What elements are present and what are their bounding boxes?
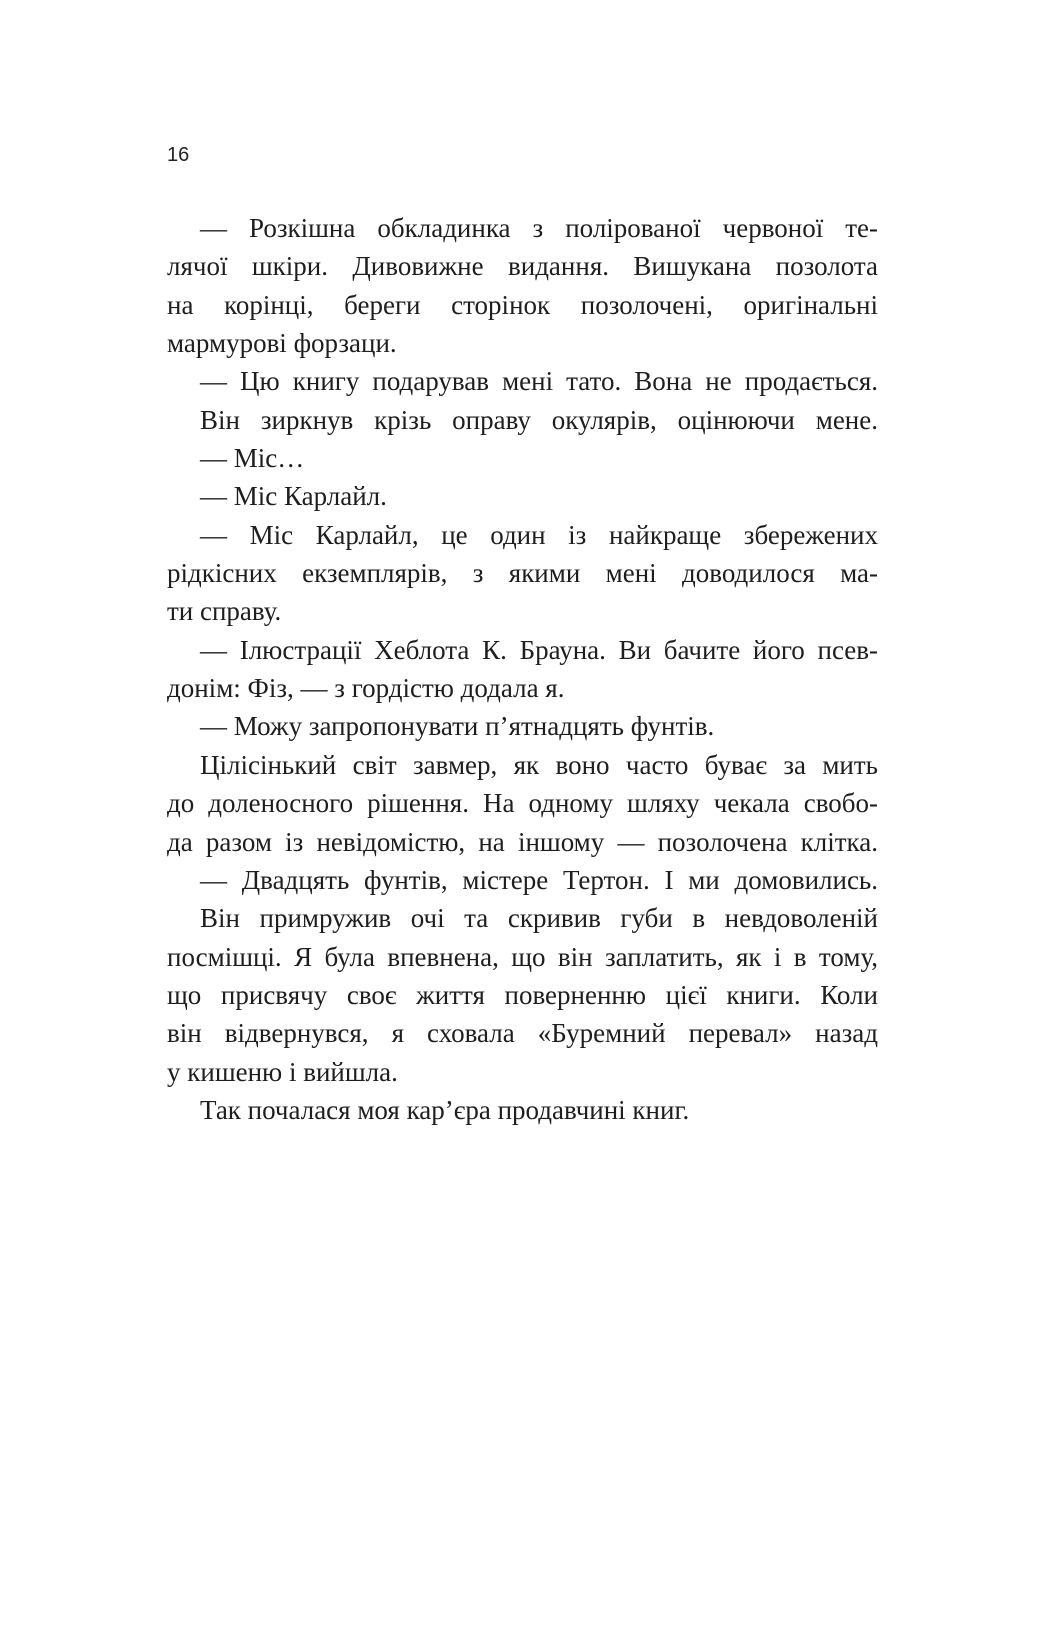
- text-line: — Міс…: [200, 443, 305, 474]
- text-line: Він зиркнув крізь оправу окулярів, оцінюючи мене.: [200, 404, 878, 435]
- text-line: на корінці, береги сторінок позолочені, оригінальні: [167, 289, 878, 320]
- text-line: посмішці. Я була впевнена, що він заплатить, як і в тому,: [167, 941, 878, 972]
- page-number: 16: [167, 144, 190, 166]
- text-line: — Ілюстрації Хеблота К. Брауна. Ви бачите його псев-: [200, 634, 878, 665]
- text-line: Так почалася моя кар’єра продавчині книг.: [200, 1094, 690, 1125]
- text-line: — Цю книгу подарував мені тато. Вона не продається.: [200, 366, 878, 397]
- text-line: — Міс Карлайл.: [200, 481, 387, 512]
- body-text: [167, 209, 878, 1129]
- text-line: лячої шкіри. Дивовижне видання. Вишукана позолота: [167, 251, 878, 282]
- text-line: мармурові форзаци.: [167, 328, 397, 359]
- text-line: рідкісних екземплярів, з якими мені доводилося ма-: [167, 558, 878, 589]
- text-line: ти справу.: [167, 596, 282, 627]
- text-line: Цілісінький світ завмер, як воно часто буває за мить: [200, 749, 878, 780]
- text-line: у кишеню і вийшла.: [167, 1056, 398, 1087]
- text-line: да разом із невідомістю, на іншому — позолочена клітка.: [167, 826, 878, 857]
- text-line: Він примружив очі та скривив губи в невдоволеній: [200, 903, 878, 934]
- text-line: — Двадцять фунтів, містере Тертон. І ми домовились.: [200, 864, 878, 895]
- text-line: — Розкішна обкладинка з полірованої червоної те-: [200, 213, 878, 243]
- text-line: до доленосного рішення. На одному шляху чекала свобо-: [167, 788, 878, 819]
- text-line: донім: Фіз, — з гордістю додала я.: [167, 673, 565, 704]
- text-line: — Можу запропонувати п’ятнадцять фунтів.: [200, 711, 715, 742]
- text-line: — Міс Карлайл, це один із найкраще збережених: [200, 519, 878, 550]
- text-line: він відвернувся, я сховала «Буремний перевал» назад: [167, 1018, 878, 1049]
- text-line: що присвячу своє життя поверненню цієї книги. Коли: [167, 979, 878, 1010]
